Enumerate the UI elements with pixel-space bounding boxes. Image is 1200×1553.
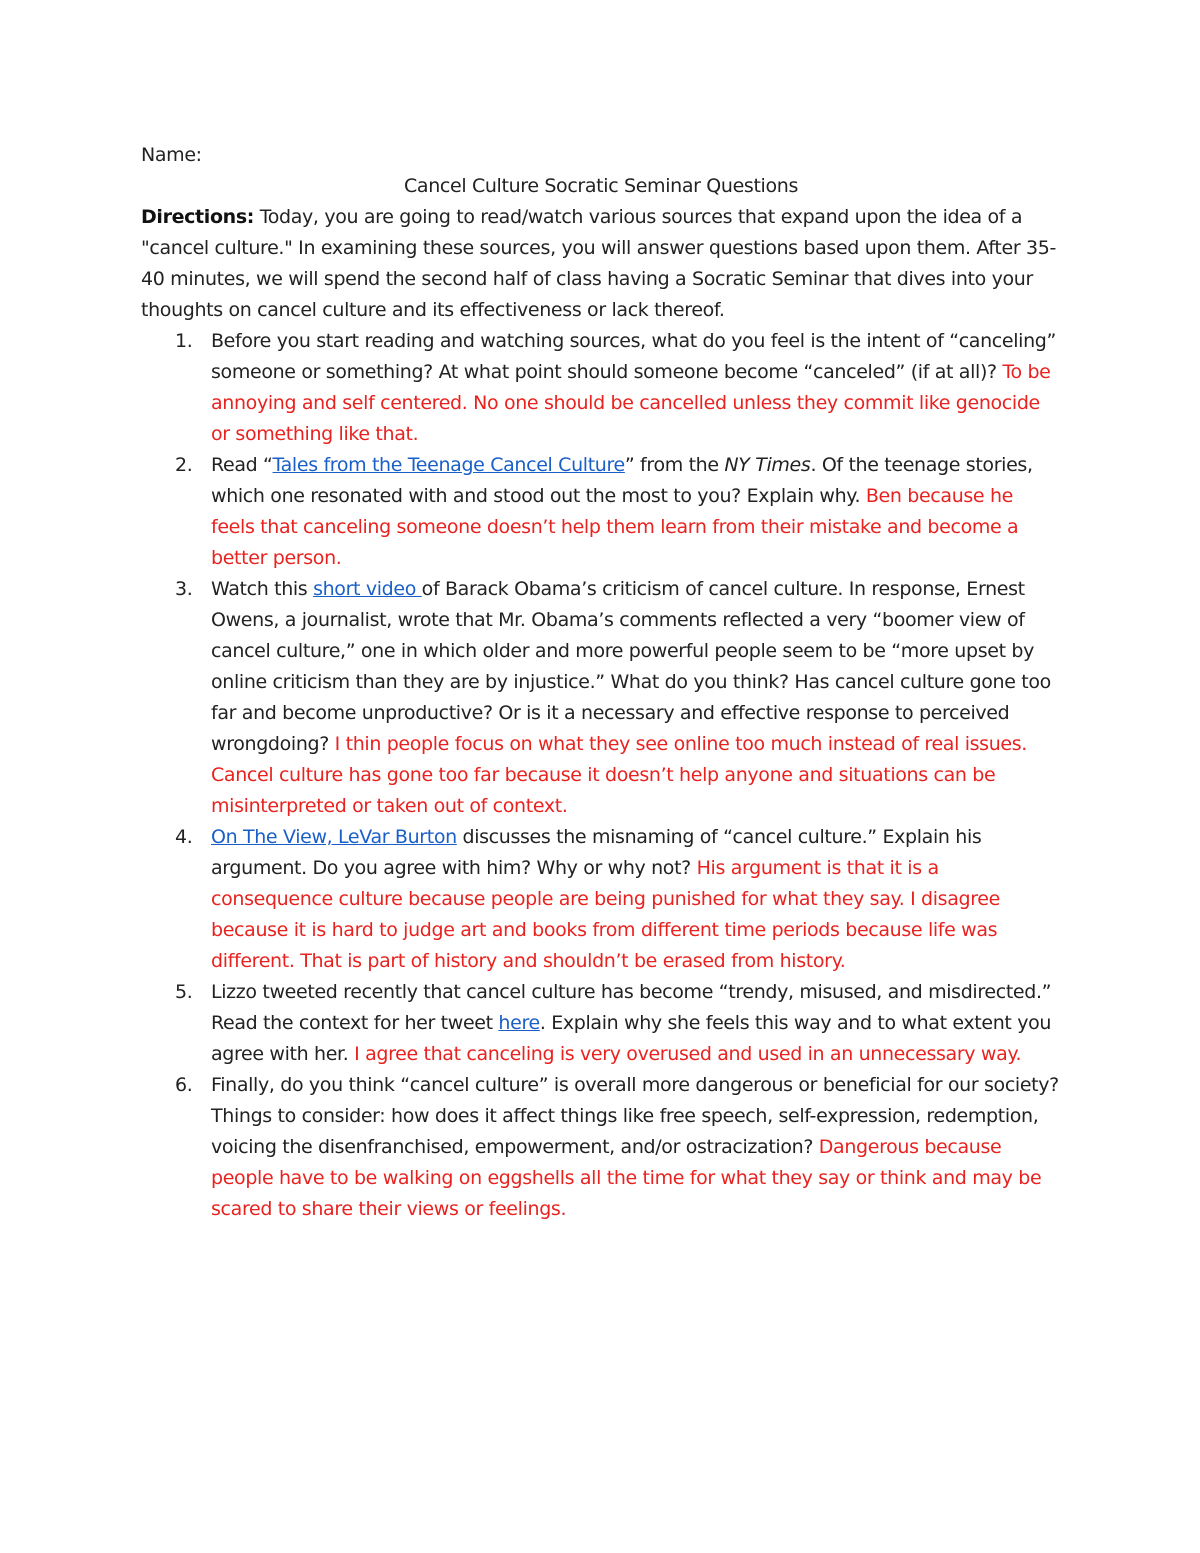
the-view-levar-burton-link[interactable]: On The View, LeVar Burton xyxy=(211,826,457,848)
question-item-1 xyxy=(141,326,1061,450)
student-answer: To be annoying and self centered. No one should be cancelled unless they commit like genocide or something like that. xyxy=(211,361,1051,445)
question-item-4 xyxy=(141,822,1061,977)
student-answer: I agree that canceling is very overused and used in an unnecessary way. xyxy=(354,1043,1022,1065)
document-title: Cancel Culture Socratic Seminar Questions xyxy=(403,175,798,197)
question-item-2 xyxy=(141,450,1061,574)
question-item-3 xyxy=(141,574,1061,822)
document-page xyxy=(141,140,1061,1225)
directions-text: Today, you are going to read/watch various sources that expand upon the idea of a "cancel culture." In examining these sources, you will answer questions based upon them. After 35-40 minutes, we will spend the second half of class having a Socratic Seminar that dives into your thoughts on cancel culture and its effectiveness or lack thereof. xyxy=(141,206,1056,321)
teenage-cancel-culture-link[interactable]: Tales from the Teenage Cancel Culture xyxy=(272,454,625,476)
question-number: 6. xyxy=(175,1074,193,1096)
question-item-6 xyxy=(141,1070,1061,1225)
question-number: 1. xyxy=(175,330,193,352)
question-list xyxy=(141,326,1061,1225)
question-text-post: . Of the teenage stories, which one resonated with and stood out the most to you? Explain why. xyxy=(211,454,1033,507)
question-text-post: discusses the misnaming of “cancel culture.” Explain his argument. Do you agree with him? Why or why not? xyxy=(211,826,982,879)
short-video-link[interactable]: short video xyxy=(313,578,422,600)
student-answer: His argument is that it is a consequence culture because people are being punished for what they say. I disagree because it is hard to judge art and books from different time periods because life was different. That is part of history and shouldn’t be erased from history. xyxy=(211,857,1000,972)
publication-name: NY Times xyxy=(724,454,811,476)
directions-paragraph xyxy=(141,202,1061,326)
lizzo-tweet-link[interactable]: here xyxy=(498,1012,540,1034)
directions-label: Directions: xyxy=(141,206,255,228)
question-text-pre: Read “ xyxy=(211,454,273,476)
question-text-pre: Watch this xyxy=(211,578,314,600)
question-item-5 xyxy=(141,977,1061,1070)
question-text: Before you start reading and watching sources, what do you feel is the intent of “canceling” someone or something? At what point should someone become “canceled” (if at all)? xyxy=(211,330,1056,383)
question-text-mid: ” from the xyxy=(624,454,725,476)
question-number: 3. xyxy=(175,578,193,600)
question-text-post: of Barack Obama’s criticism of cancel culture. In response, Ernest Owens, a journalist, wrote that Mr. Obama’s comments reflected a very “boomer view of cancel culture,” one in which older and more powerful people seem to be “more upset by online criticism than they are by injustice.” What do you think? Has cancel culture gone too far and become unproductive? Or is it a necessary and effective response to perceived wrongdoing? xyxy=(211,578,1051,755)
question-text-pre: Lizzo tweeted recently that cancel culture has become “trendy, misused, and misdirected.” Read the context for her tweet xyxy=(211,981,1052,1034)
question-number: 5. xyxy=(175,981,193,1003)
question-text-post: . Explain why she feels this way and to what extent you agree with her. xyxy=(211,1012,1052,1065)
question-number: 2. xyxy=(175,454,193,476)
student-answer: I thin people focus on what they see online too much instead of real issues. Cancel culture has gone too far because it doesn’t help anyone and situations can be misinterpreted or taken out of context. xyxy=(211,733,1027,817)
student-answer: Dangerous because people have to be walking on eggshells all the time for what they say or think and may be scared to share their views or feelings. xyxy=(211,1136,1042,1220)
question-text: Finally, do you think “cancel culture” is overall more dangerous or beneficial for our society? Things to consider: how does it affect things like free speech, self-expression, redemption, voicing the disenfranchised, empowerment, and/or ostracization? xyxy=(211,1074,1059,1158)
question-number: 4. xyxy=(175,826,193,848)
student-answer: Ben because he feels that canceling someone doesn’t help them learn from their mistake and become a better person. xyxy=(211,485,1019,569)
name-label: Name: xyxy=(141,144,202,166)
